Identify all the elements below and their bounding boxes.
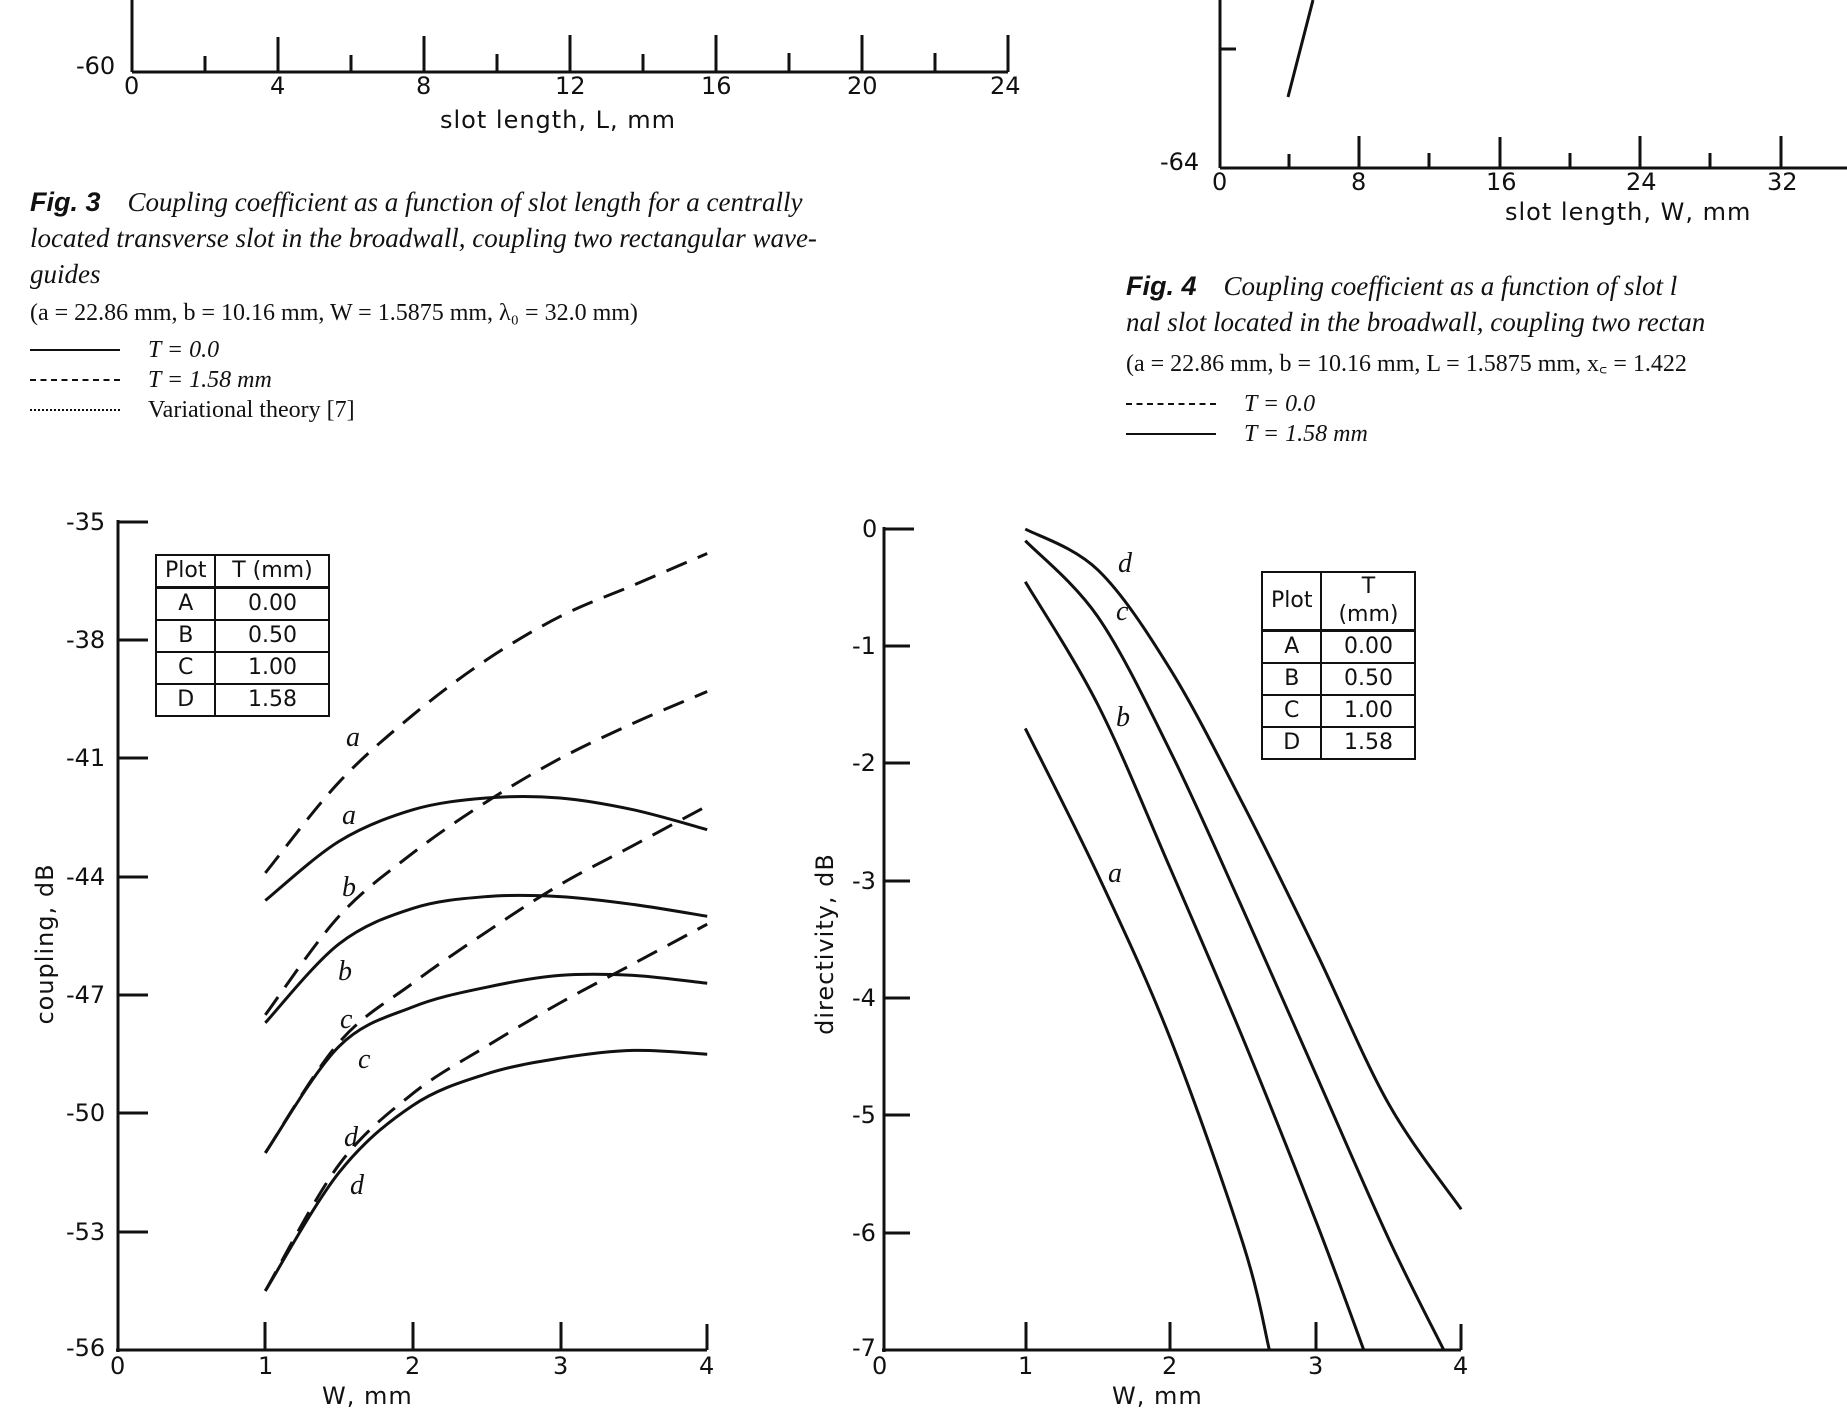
table-cell: C <box>156 652 215 684</box>
chart2-x-axis-label: W, mm <box>1112 1382 1203 1410</box>
table-cell: B <box>1262 663 1321 695</box>
x-tick: 1 <box>1018 1352 1034 1380</box>
chart1-y-axis-label: coupling, dB <box>31 863 59 1025</box>
curve-label-d-solid: d <box>350 1170 364 1201</box>
fig3-caption-line2: located transverse slot in the broadwall, coupling two rectangular wave- <box>30 223 817 253</box>
fig3-y-tick-bottom: -60 <box>76 52 116 80</box>
solid-line-icon <box>30 349 120 351</box>
fig4-axes <box>1220 0 1847 168</box>
legend-label: T = 1.58 mm <box>1244 420 1368 447</box>
fig4-caption-label: Fig. 4 <box>1126 271 1197 301</box>
y-tick: -53 <box>66 1218 106 1246</box>
table-cell: A <box>156 588 215 621</box>
y-tick: -3 <box>852 867 876 895</box>
chart2-y-axis-label: directivity, dB <box>811 853 839 1035</box>
curve-label-b: b <box>1116 702 1130 733</box>
curve-b-dashed- <box>265 692 707 1015</box>
curve-label-b-dashed: b <box>342 872 356 903</box>
fig4-x-tick: 24 <box>1626 168 1657 196</box>
chart1-curves <box>265 554 707 1291</box>
table-cell: 1.58 <box>1321 727 1415 759</box>
table-cell: 0.50 <box>215 620 329 652</box>
fig4-x-tick: 8 <box>1351 168 1367 196</box>
curve-label-c-solid: c <box>358 1044 371 1075</box>
table-cell: D <box>1262 727 1321 759</box>
chart2-plot-table <box>1261 571 1416 760</box>
fig3-x-tick: 20 <box>847 72 878 100</box>
curve-a <box>1025 728 1269 1350</box>
y-tick: -5 <box>852 1101 876 1129</box>
fig3-legend-item <box>30 395 1070 425</box>
fig3-x-axis-label: slot length, L, mm <box>440 106 677 134</box>
y-tick: 0 <box>862 515 878 543</box>
fig4-x-tick: 32 <box>1767 168 1798 196</box>
fig3-x-tick: 8 <box>416 72 432 100</box>
fig4-y-tick-bottom: -64 <box>1160 148 1200 176</box>
table-header: T (mm) <box>1321 572 1415 631</box>
curve-d-dashed- <box>265 924 707 1291</box>
y-tick: -56 <box>66 1334 106 1362</box>
x-tick: 3 <box>553 1352 569 1380</box>
legend-label: T = 1.58 mm <box>148 366 272 393</box>
table-cell: C <box>1262 695 1321 727</box>
y-tick: -38 <box>66 626 106 654</box>
curve-d-solid- <box>265 1050 707 1291</box>
curve-label-a-dashed: a <box>346 722 360 753</box>
table-cell: A <box>1262 631 1321 664</box>
curve-c-solid- <box>265 974 707 1153</box>
y-tick: -7 <box>852 1334 876 1362</box>
table-header: Plot <box>1262 572 1321 631</box>
table-row <box>156 620 329 652</box>
y-tick: -4 <box>852 984 876 1012</box>
y-tick: -41 <box>66 744 106 772</box>
fig3-legend <box>30 335 1070 425</box>
x-tick: 3 <box>1308 1352 1324 1380</box>
table-cell: 1.00 <box>215 652 329 684</box>
table-row <box>1262 631 1415 664</box>
x-tick: 4 <box>699 1352 715 1380</box>
fig3-axes <box>132 0 1008 72</box>
y-tick: -2 <box>852 749 876 777</box>
fig3-x-tick: 0 <box>124 72 140 100</box>
y-tick: -1 <box>852 632 876 660</box>
fig4-partial-curve <box>1288 0 1313 97</box>
fig3-caption-line1: Coupling coefficient as a function of slot length for a centrally <box>127 187 803 217</box>
dotted-line-icon <box>30 409 120 411</box>
fig4-x-tick: 0 <box>1212 168 1228 196</box>
fig4-legend <box>1126 389 1847 449</box>
fig3-caption-params: (a = 22.86 mm, b = 10.16 mm, W = 1.5875 mm, λ₀ = 32.0 mm) <box>30 300 638 326</box>
y-tick: -6 <box>852 1219 876 1247</box>
curve-label-a: a <box>1108 858 1122 889</box>
x-tick: 1 <box>258 1352 274 1380</box>
fig3-legend-item <box>30 335 1070 365</box>
y-tick: -35 <box>66 508 106 536</box>
curve-a-dashed- <box>265 554 707 873</box>
x-tick: 2 <box>1162 1352 1178 1380</box>
table-cell: D <box>156 684 215 716</box>
fig3-caption-label: Fig. 3 <box>30 187 101 217</box>
fig3-caption-line3: guides <box>30 259 101 289</box>
table-row <box>156 588 329 621</box>
fig4-caption-params: (a = 22.86 mm, b = 10.16 mm, L = 1.5875 mm, x꜀ = 1.422 <box>1126 351 1687 377</box>
curve-label-d-dashed: d <box>344 1122 358 1153</box>
table-row <box>156 652 329 684</box>
y-tick: -47 <box>66 981 106 1009</box>
fig3-caption <box>30 184 1070 425</box>
dashed-line-icon <box>1126 403 1216 405</box>
table-cell: 0.00 <box>1321 631 1415 664</box>
solid-line-icon <box>1126 433 1216 435</box>
fig4-caption-line1: Coupling coefficient as a function of slot l <box>1223 271 1678 301</box>
x-tick: 0 <box>872 1352 888 1380</box>
x-tick: 2 <box>405 1352 421 1380</box>
fig4-x-tick: 16 <box>1486 168 1517 196</box>
fig3-x-tick: 4 <box>270 72 286 100</box>
curve-label-a-solid: a <box>342 800 356 831</box>
fig3-x-tick: 12 <box>555 72 586 100</box>
y-tick: -44 <box>66 863 106 891</box>
y-tick: -50 <box>66 1099 106 1127</box>
curve-label-b-solid: b <box>338 956 352 987</box>
legend-label: Variational theory [7] <box>148 396 355 423</box>
table-cell: 0.50 <box>1321 663 1415 695</box>
curve-a-solid- <box>265 797 707 901</box>
x-tick: 4 <box>1453 1352 1469 1380</box>
table-row <box>1262 727 1415 759</box>
fig3-x-tick: 16 <box>701 72 732 100</box>
table-cell: 0.00 <box>215 588 329 621</box>
curve-label-c-dashed: c <box>340 1004 353 1035</box>
curve-c-dashed- <box>265 806 707 1153</box>
table-row <box>1262 695 1415 727</box>
fig4-x-axis-label: slot length, W, mm <box>1505 198 1752 226</box>
fig4-caption-line2: nal slot located in the broadwall, coupling two rectan <box>1126 307 1706 337</box>
curve-label-d: d <box>1118 548 1132 579</box>
fig3-legend-item <box>30 365 1070 395</box>
table-row <box>1262 663 1415 695</box>
fig4-caption <box>1126 268 1847 449</box>
table-header: T (mm) <box>215 555 329 588</box>
chart1-plot-table <box>155 554 330 717</box>
curve-label-c: c <box>1116 596 1129 627</box>
fig3-x-tick: 24 <box>990 72 1021 100</box>
legend-label: T = 0.0 <box>148 336 220 363</box>
table-row <box>156 684 329 716</box>
table-cell: 1.00 <box>1321 695 1415 727</box>
chart1-x-axis-label: W, mm <box>322 1382 413 1410</box>
table-header: Plot <box>156 555 215 588</box>
table-cell: B <box>156 620 215 652</box>
fig4-legend-item <box>1126 419 1847 449</box>
fig4-legend-item <box>1126 389 1847 419</box>
x-tick: 0 <box>110 1352 126 1380</box>
dashed-line-icon <box>30 379 120 381</box>
legend-label: T = 0.0 <box>1244 390 1316 417</box>
table-cell: 1.58 <box>215 684 329 716</box>
